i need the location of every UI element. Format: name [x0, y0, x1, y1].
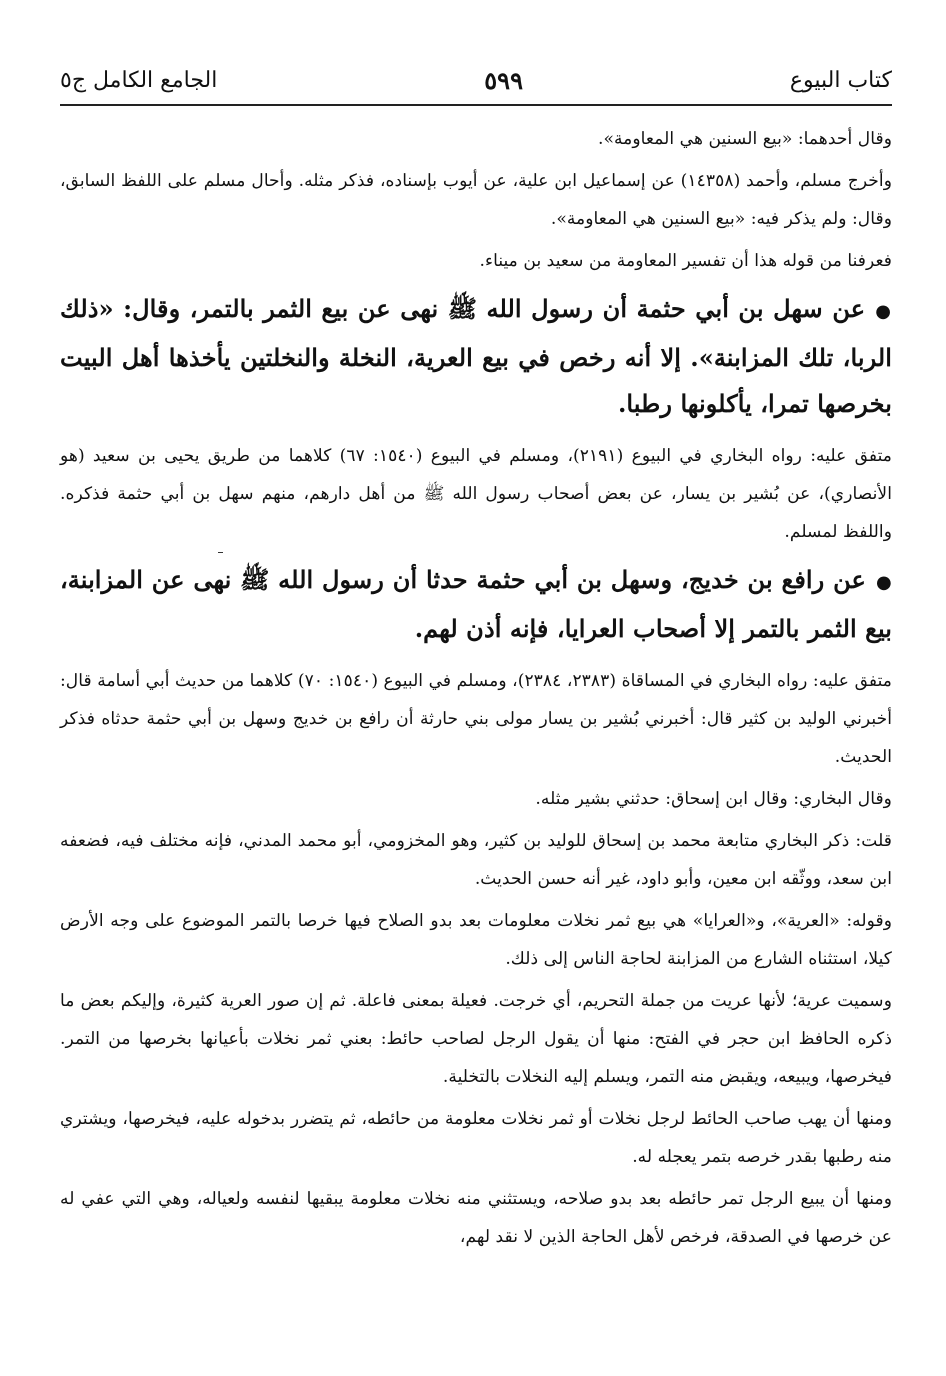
hadith-text: عن رافع بن خديج، وسهل بن أبي حثمة حدثا أن رسول الله ﷺ نهى عن المزابنة، بيع الثمر بالتمر إلا أصحاب العرايا، فإنه أذن لهم.: [60, 565, 892, 643]
paragraph: ومنها أن يبيع الرجل تمر حائطه بعد بدو صلاحه، ويستثني منه نخلات معلومة يبقيها لنفسه ولعياله، وهي التي عفي له عن خرصها في الصدقة، فرخص لأهل الحاجة الذين لا نقد لهم،: [60, 1189, 892, 1247]
volume-title: الجامع الكامل ج٥: [60, 67, 218, 93]
hadith-paragraph: [60, 557, 892, 652]
scan-mark: [218, 552, 223, 553]
bullet-icon: ●: [875, 301, 892, 322]
paragraph: وأخرج مسلم، وأحمد (١٤٣٥٨) عن إسماعيل ابن علية، عن أيوب بإسناده، فذكر مثله. وأحال مسلم على اللفظ السابق، وقال: ولم يذكر فيه: «بيع السنين هي المعاومة».: [60, 171, 893, 229]
bullet-icon: ●: [875, 572, 892, 593]
hadith-paragraph: [60, 286, 892, 427]
paragraph: فعرفنا من قوله هذا أن تفسير المعاومة من سعيد بن ميناء.: [479, 251, 892, 271]
paragraph: ومنها أن يهب صاحب الحائط لرجل نخلات أو ثمر نخلات معلومة من حائطه، ثم يتضرر بدخوله عليه، فيخرصها، ويشتري منه رطبها بقدر خرصه بتمر يعجله له.: [60, 1109, 892, 1167]
book-title: كتاب البيوع: [789, 67, 892, 93]
hadith-text: عن سهل بن أبي حثمة أن رسول الله ﷺ نهى عن بيع الثمر بالتمر، وقال: «ذلك الربا، تلك المزابنة». إلا أنه رخص في بيع العرية، النخلة والنخلتين يأخذها أهل البيت بخرصها تمرا، يأكلونها رطبا.: [60, 294, 892, 418]
document-page: [60, 60, 892, 1260]
page-body: [60, 120, 892, 1256]
paragraph: وقال أحدهما: «بيع السنين هي المعاومة».: [597, 129, 892, 149]
paragraph: قلت: ذكر البخاري متابعة محمد بن إسحاق للوليد بن كثير، وهو المخزومي، أبو محمد المدني، فإنه مختلف فيه، فضعفه ابن سعد، ووثّقه ابن معين، وأبو داود، غير أنه حسن الحديث.: [60, 831, 892, 889]
paragraph: متفق عليه: رواه البخاري في البيوع (٢١٩١)، ومسلم في البيوع (١٥٤٠: ٦٧) كلاهما من طريق يحيى بن سعيد (هو الأنصاري)، عن بُشير بن يسار، عن بعض أصحاب رسول الله ﷺ من أهل دارهم، منهم سهل بن أبي حثمة فذكره. واللفظ لمسلم.: [60, 446, 892, 542]
paragraph: متفق عليه: رواه البخاري في المساقاة (٢٣٨٣، ٢٣٨٤)، ومسلم في البيوع (١٥٤٠: ٧٠) كلاهما من حديث أبي أسامة قال: أخبرني الوليد بن كثير قال: أخبرني بُشير بن يسار مولى بني حارثة أن رافع بن خديج وسهل بن أبي حثمة حدثاه فذكر الحديث.: [60, 671, 892, 767]
paragraph: وقال البخاري: وقال ابن إسحاق: حدثني بشير مثله.: [535, 789, 892, 809]
paragraph: وسميت عرية؛ لأنها عريت من جملة التحريم، أي خرجت. فعيلة بمعنى فاعلة. ثم إن صور العرية كثيرة، وإليكم بعض ما ذكره الحافظ ابن حجر في الفتح: منها أن يقول الرجل لصاحب حائط: بعني ثمر نخلات بأعيانها بخرصها من التمر. فيخرصها، ويبيعه، ويقبض منه التمر، ويسلم إليه النخلات بالتخلية.: [60, 991, 892, 1087]
paragraph: وقوله: «العرية»، و«العرايا» هي بيع ثمر نخلات معلومات بعد بدو الصلاح فيها خرصا بالتمر الموضوع على وجه الأرض كيلا، استثناه الشارع من المزابنة لحاجة الناس إلى ذلك.: [60, 911, 892, 969]
page-header: [60, 60, 892, 106]
page-number: ٥٩٩: [484, 65, 523, 95]
